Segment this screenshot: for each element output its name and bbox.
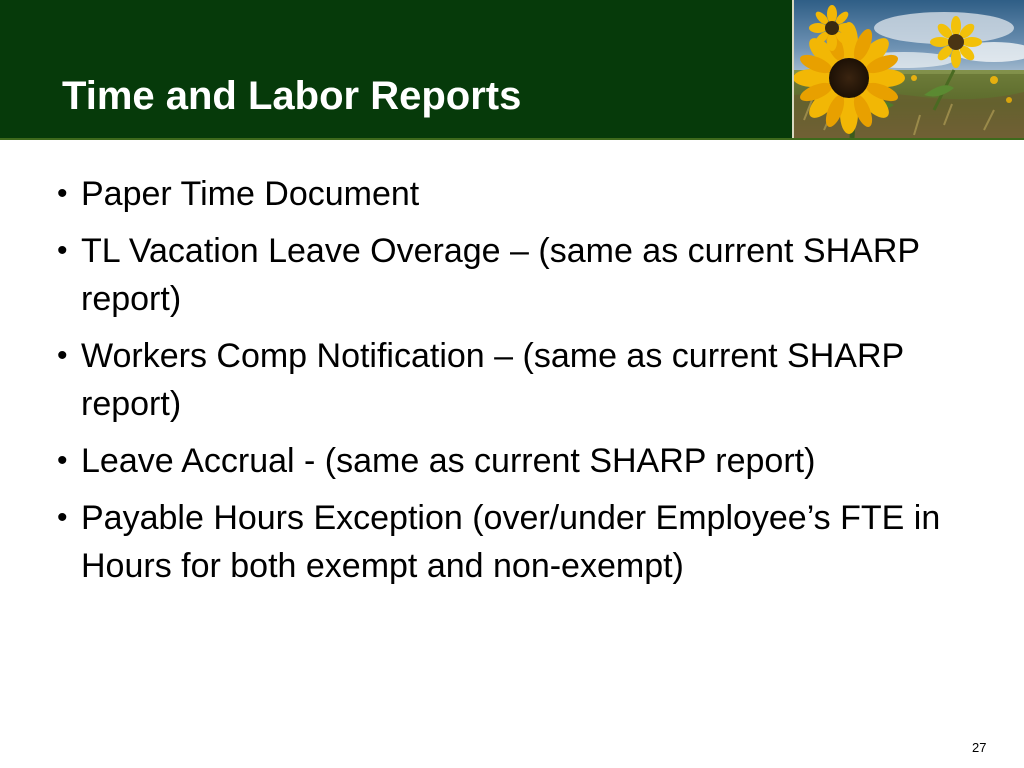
bullet-marker: • — [57, 501, 68, 534]
page-number: 27 — [972, 740, 987, 755]
bullet-list — [57, 170, 977, 599]
bullet-text: Leave Accrual - (same as current SHARP report) — [81, 442, 816, 480]
bullet-item — [57, 227, 977, 323]
bullet-text: TL Vacation Leave Overage – (same as current SHARP report) — [81, 232, 920, 318]
bullet-text: Payable Hours Exception (over/under Employee’s FTE in Hours for both exempt and non-exempt) — [81, 499, 941, 585]
slide-title: Time and Labor Reports — [62, 74, 522, 118]
bullet-text: Workers Comp Notification – (same as current SHARP report) — [81, 337, 904, 423]
bullet-marker: • — [57, 339, 68, 372]
header-divider — [0, 138, 1024, 140]
bullet-item — [57, 332, 977, 428]
bullet-text: Paper Time Document — [81, 175, 420, 213]
sunflower-photo — [792, 0, 1024, 138]
bullet-item — [57, 170, 977, 218]
bullet-marker: • — [57, 444, 68, 477]
bullet-marker: • — [57, 177, 68, 210]
bullet-item — [57, 494, 977, 590]
bullet-marker: • — [57, 234, 68, 267]
bullet-item — [57, 437, 977, 485]
